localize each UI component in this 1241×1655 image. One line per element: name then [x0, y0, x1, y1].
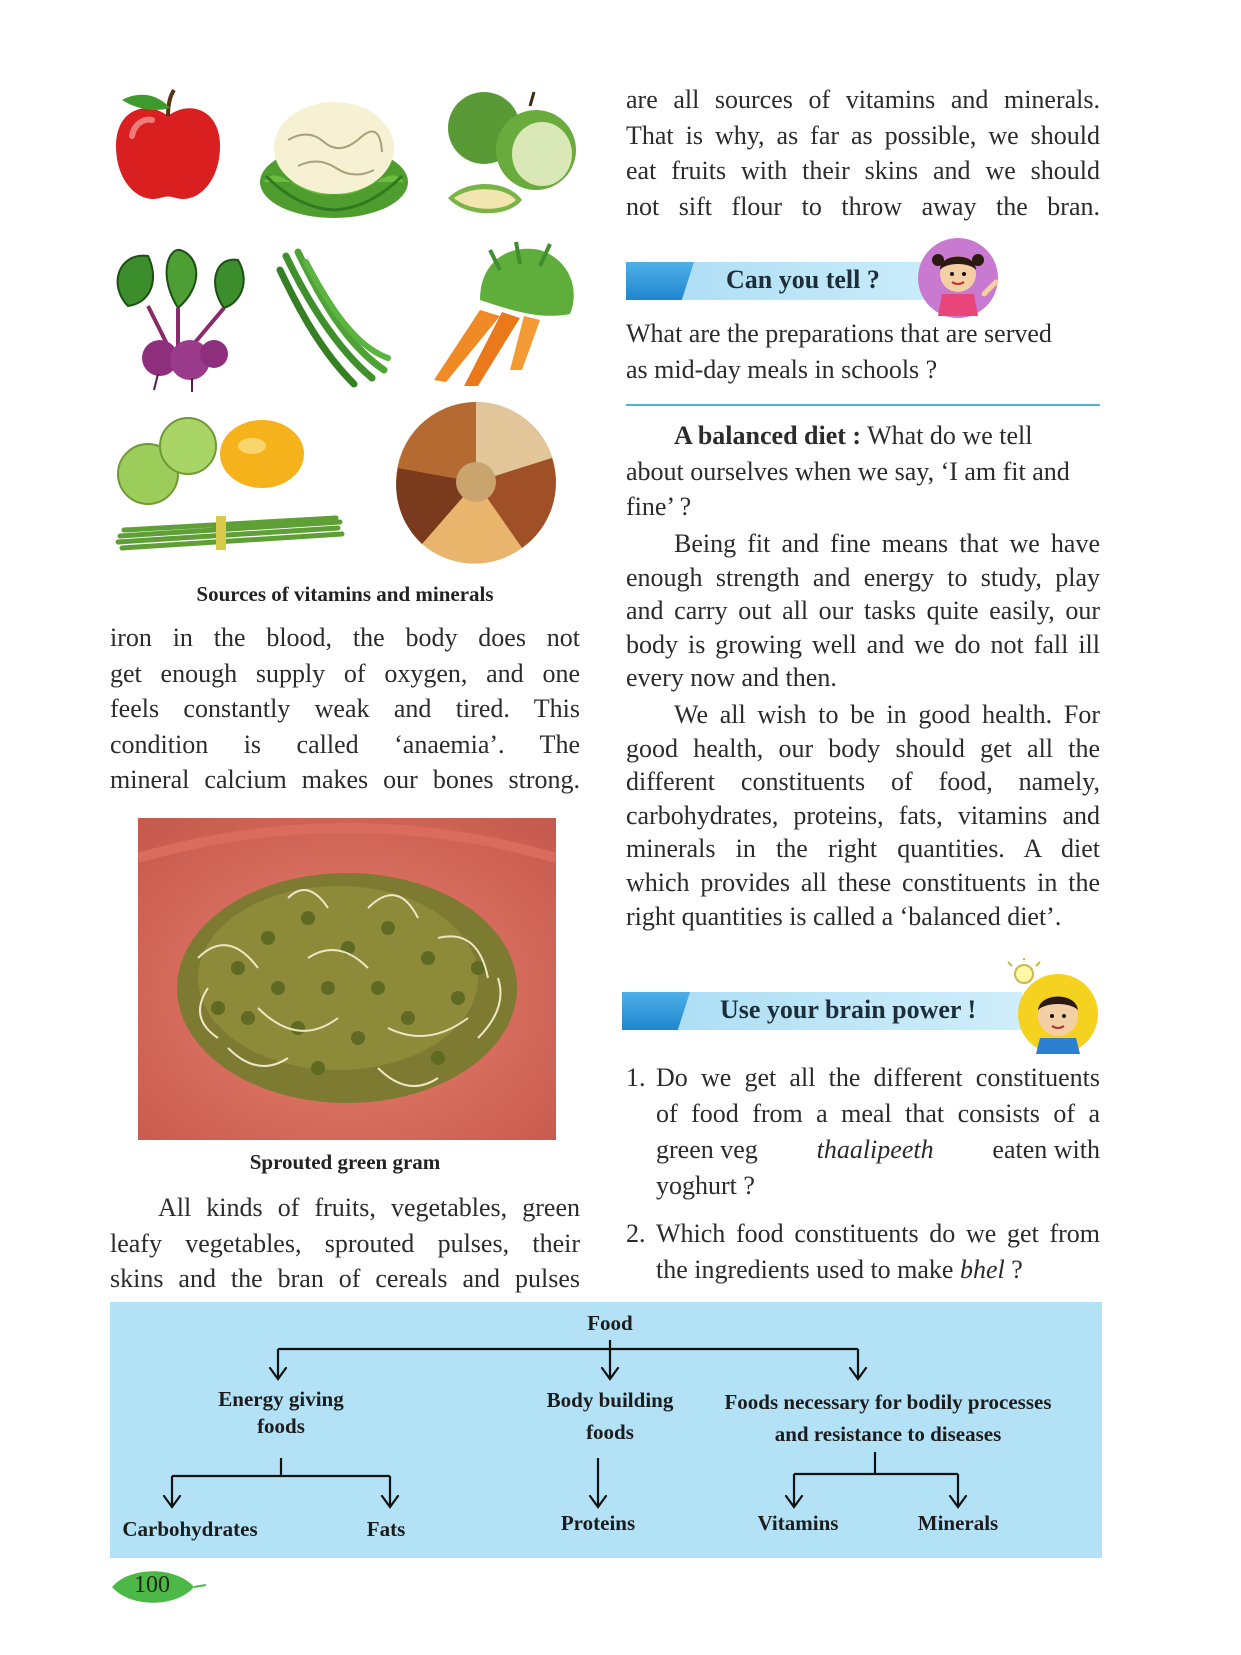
text-line: Energy giving — [218, 1387, 344, 1411]
text-span: green veg — [656, 1135, 758, 1164]
text-line: as mid-day meals in schools ? — [626, 354, 938, 384]
apple-image — [108, 86, 226, 206]
brain-power-banner — [622, 992, 1022, 1030]
caption-sprouted-green-gram: Sprouted green gram — [249, 1150, 441, 1174]
beetroot-image — [108, 246, 250, 392]
paragraph-vitamin-sources — [626, 82, 1100, 224]
question-mid-day-meals — [626, 316, 1100, 387]
text-line: Which food constituents do we get from — [656, 1219, 1100, 1248]
text-line: condition is called ‘anaemia’. The — [110, 729, 580, 759]
text-line: feels constantly weak and tired. This — [110, 694, 580, 723]
text-line: eat fruits with their skins and we should — [626, 156, 1100, 185]
girl-character-icon — [914, 236, 1004, 320]
text-line: different constituents of food, namely, — [626, 767, 1100, 797]
text-line: All kinds of fruits, vegetables, green — [158, 1193, 580, 1222]
text-line: and carry out all our tasks quite easily, our — [626, 596, 1100, 626]
text-line: Do we get all the different constituents — [656, 1063, 1100, 1092]
text-line: enough strength and energy to study, play — [626, 562, 1100, 592]
flowchart-leaf-proteins: Proteins — [560, 1511, 636, 1535]
text-span: ? — [1004, 1255, 1023, 1284]
balanced-diet-heading: A balanced diet : — [674, 421, 862, 450]
text-span-italic: bhel — [959, 1255, 1005, 1284]
text-line: every now and then. — [626, 663, 837, 693]
text-span: eaten with — [992, 1135, 1100, 1164]
paragraph-good-health — [626, 698, 1100, 933]
amla-lemon-drumsticks-image — [112, 410, 348, 558]
text-line — [656, 1132, 1100, 1168]
paragraph-balanced-diet — [626, 418, 1100, 525]
text-line: yoghurt ? — [656, 1171, 755, 1200]
text-line: foods — [257, 1414, 305, 1438]
paragraph-anaemia — [110, 620, 580, 798]
text-line: get enough supply of oxygen, and one — [110, 658, 580, 688]
text-line: good health, our body should get all the — [626, 733, 1100, 763]
flowchart-leaf-fats: Fats — [366, 1517, 406, 1541]
paragraph-fruits-vegetables — [110, 1190, 580, 1297]
text-line: carbohydrates, proteins, fats, vitamins and — [626, 800, 1100, 830]
text-span: the ingredients used to make — [656, 1255, 954, 1284]
question-number: 2. — [626, 1219, 646, 1248]
text-line: Body building — [546, 1388, 674, 1412]
flowchart-body-building-foods — [518, 1384, 702, 1448]
text-line — [626, 418, 1100, 454]
food-classification-flowchart — [110, 1302, 1102, 1558]
flowchart-root-food: Food — [587, 1311, 633, 1335]
paragraph-fit-and-fine — [626, 527, 1100, 695]
text-line: not sift flour to throw away the bran. — [626, 191, 1100, 221]
sprouted-green-gram-image — [138, 818, 556, 1140]
text-line: are all sources of vitamins and minerals. — [626, 85, 1100, 114]
text-line: mineral calcium makes our bones strong. — [110, 765, 580, 794]
cauliflower-image — [258, 90, 410, 220]
text-line: What are the preparations that are served — [626, 319, 1052, 348]
question-text — [656, 1060, 1100, 1204]
text-line: leafy vegetables, sprouted pulses, their — [110, 1228, 580, 1258]
text-line: and resistance to diseases — [774, 1422, 1002, 1446]
text-line: body is growing well and we do not fall ill — [626, 629, 1100, 659]
text-line: We all wish to be in good health. For — [674, 700, 1100, 729]
text-line: That is why, as far as possible, we should — [626, 120, 1100, 150]
text-line: which provides all these constituents in the — [626, 867, 1100, 897]
text-line: of food from a meal that consists of a — [656, 1099, 1100, 1128]
flowchart-energy-giving-foods — [176, 1386, 386, 1440]
carrots-image — [420, 240, 582, 390]
flowchart-bodily-processes-foods — [698, 1386, 1078, 1450]
page-number: 100 — [134, 1572, 170, 1598]
text-line: minerals in the right quantities. A diet — [626, 834, 1100, 864]
mixed-nuts-image — [392, 398, 560, 566]
banner-label: Use your brain power ! — [720, 995, 977, 1024]
text-span-italic: thaalipeeth — [816, 1135, 934, 1164]
caption-vitamins-minerals: Sources of vitamins and minerals — [196, 582, 494, 606]
green-beans-image — [276, 248, 394, 388]
text-span: What do we tell — [867, 421, 1033, 450]
boy-thinking-icon — [1006, 958, 1102, 1058]
banner-label: Can you tell ? — [726, 265, 880, 294]
question-text — [656, 1216, 1100, 1288]
text-line: right quantities is called a ‘balanced diet’. — [626, 901, 1062, 931]
section-divider — [626, 404, 1100, 406]
flowchart-leaf-carbohydrates: Carbohydrates — [122, 1517, 258, 1541]
text-line: skins and the bran of cereals and pulses — [110, 1264, 580, 1293]
guava-image — [438, 88, 582, 222]
text-line: Foods necessary for bodily processes — [724, 1390, 1052, 1414]
page-number-badge — [110, 1566, 206, 1608]
text-line: iron in the blood, the body does not — [110, 623, 580, 652]
text-line — [656, 1252, 1100, 1288]
flowchart-leaf-minerals: Minerals — [917, 1511, 999, 1535]
flowchart-leaf-vitamins: Vitamins — [757, 1511, 839, 1535]
text-line: Being fit and fine means that we have — [674, 529, 1100, 558]
text-line: fine’ ? — [626, 492, 692, 521]
question-number: 1. — [626, 1063, 646, 1092]
text-line: about ourselves when we say, ‘I am fit and — [626, 456, 1070, 486]
text-line: foods — [586, 1420, 634, 1444]
